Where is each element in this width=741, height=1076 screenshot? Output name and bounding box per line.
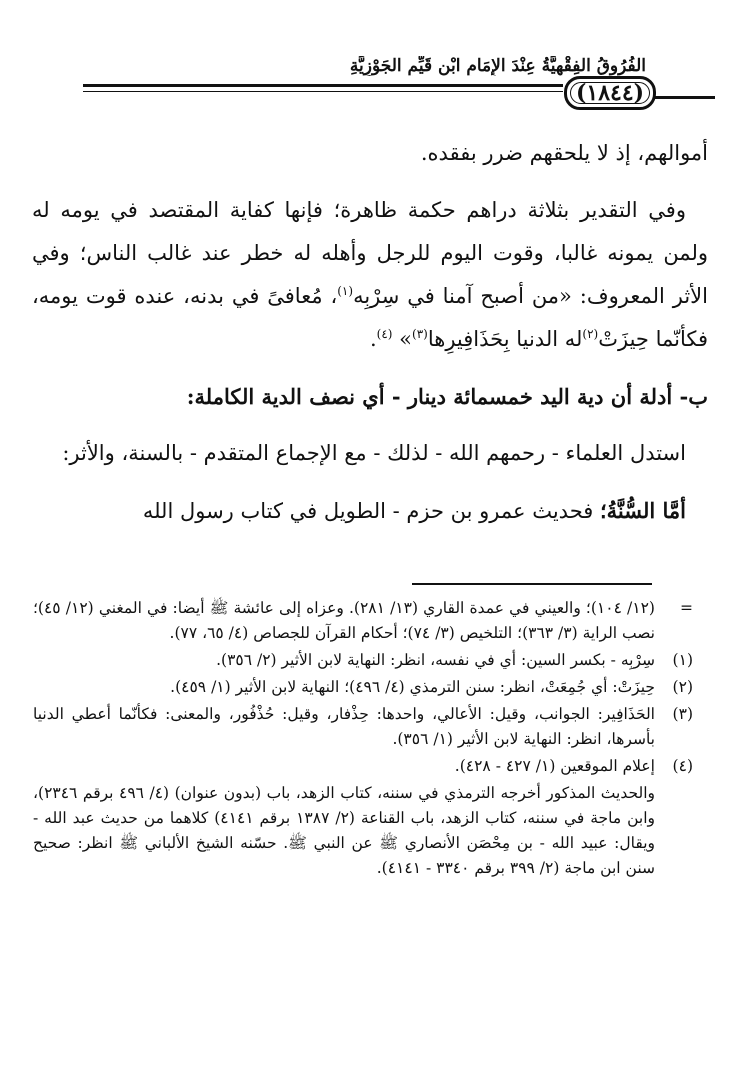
footnote-continued-marker: = xyxy=(680,599,693,617)
paragraph-2-part-b: ، مُعافىً في بدنه، عنده قوت يومه، فكأنّما حِيزَتْ xyxy=(32,284,708,351)
footnote-4 xyxy=(33,754,693,779)
page-number xyxy=(564,76,656,110)
paragraph-2 xyxy=(32,189,708,361)
paragraph-4-rest: فحديث عمرو بن حزم - الطويل في كتاب رسول الله xyxy=(142,499,600,523)
header-rule-top xyxy=(83,84,563,87)
footnote-4-text: إعلام الموقعين (١/ ٤٢٧ - ٤٢٨). xyxy=(454,757,655,775)
paragraph-2-part-c: له الدنيا بِحَذَافِيرِها xyxy=(427,327,583,351)
footnote-2 xyxy=(33,675,693,700)
footnote-ref-1[interactable]: (١) xyxy=(337,284,354,298)
footnote-3-number: (٣) xyxy=(672,705,693,723)
footnote-separator xyxy=(412,583,652,585)
footnotes xyxy=(33,596,693,881)
footnote-1-text: سِرْبِه - بكسر السين: أي في نفسه، انظر: النهاية لابن الأثير (٢/ ٣٥٦). xyxy=(216,651,655,669)
paragraph-2-part-e: . xyxy=(369,327,377,351)
paragraph-3: استدل العلماء - رحمهم الله - لذلك - مع الإجماع المتقدم - بالسنة، والأثر: xyxy=(62,441,686,465)
paragraph-4-lead: أمَّا السُّنَّةُ؛ xyxy=(599,498,686,523)
footnote-2-number: (٢) xyxy=(672,678,693,696)
section-heading: ب- أدلة أن دية اليد خمسمائة دينار - أي نصف الدية الكاملة: xyxy=(186,384,708,409)
footnote-ref-3[interactable]: (٣) xyxy=(412,327,428,341)
footnote-1 xyxy=(33,648,693,673)
footnote-ref-4[interactable]: (٤) xyxy=(376,327,393,341)
paragraph-2-part-a: وفي التقدير بثلاثة دراهم حكمة ظاهرة؛ فإنها كفاية المقتصد في يومه له ولمن يمونه غالبا، وقوت اليوم للرجل وأهله له خطر عند غالب الناس؛ وفي الأثر المعروف: «من أصبح آمنا في سِرْبِه xyxy=(32,198,708,308)
paragraph-2-part-d: » xyxy=(399,327,413,351)
footnote-continued xyxy=(33,596,693,646)
paragraph-4 xyxy=(32,489,708,533)
body-text xyxy=(32,132,708,547)
running-title: الفُرُوقُ الفِقْهِيَّةُ عِنْدَ الإِمَامِ ابْنِ قَيِّمِ الجَوْزِيَّةِ xyxy=(349,56,646,76)
paragraph-1: أموالهم، إذ لا يلحقهم ضرر بفقده. xyxy=(420,141,708,165)
footnote-ref-2[interactable]: (٢) xyxy=(582,327,599,341)
footnote-1-number: (١) xyxy=(672,651,693,669)
header-rule-mid xyxy=(83,91,563,92)
footnote-4-continuation: والحديث المذكور أخرجه الترمذي في سننه، كتاب الزهد، باب (بدون عنوان) (٤/ ٤٩٦ برقم ٢٣٤٦)، وابن ماجة في سننه، كتاب الزهد، باب القناعة (٢/ ١٣٨٧ برقم ٤١٤١) كلاهما من حديث عبد الله - ويقال: عبيد الله - بن مِحْصَن الأنصاري ﷺ عن النبي ﷺ. حسّنه الشيخ الألباني ﷺ انظر: صحيح سنن ابن ماجة (٢/ ٣٩٩ برقم ٣٣٤٠ - ٤١٤١). xyxy=(33,784,655,877)
footnote-4-number: (٤) xyxy=(672,757,693,775)
footnote-3 xyxy=(33,702,693,752)
header-rule-right xyxy=(655,96,715,99)
footnote-2-text: حِيزَتْ: أي جُمِعَتْ، انظر: سنن الترمذي (٤/ ٤٩٦)؛ النهاية لابن الأثير (١/ ٤٥٩). xyxy=(170,678,655,696)
footnote-3-text: الحَذَافِير: الجوانب، وقيل: الأعالي، واحدها: حِذْفار، وقيل: حُذْفُور، والمعنى: فكأنّما أعطي الدنيا بأسرها، انظر: النهاية لابن الأثير (١/ ٣٥٦). xyxy=(33,705,655,748)
footnote-continued-text: (١٢/ ١٠٤)؛ والعيني في عمدة القاري (١٣/ ٢٨١). وعزاه إلى عائشة ﷺ أيضا: في المغني (١٢/ ٤٥)؛ نصب الراية (٣/ ٣٦٣)؛ التلخيص (٣/ ٧٤)؛ أحكام القرآن للجصاص (٤/ ٦٥، ٧٧). xyxy=(33,599,655,642)
page-number-text: (١٨٤٤) xyxy=(575,80,645,106)
